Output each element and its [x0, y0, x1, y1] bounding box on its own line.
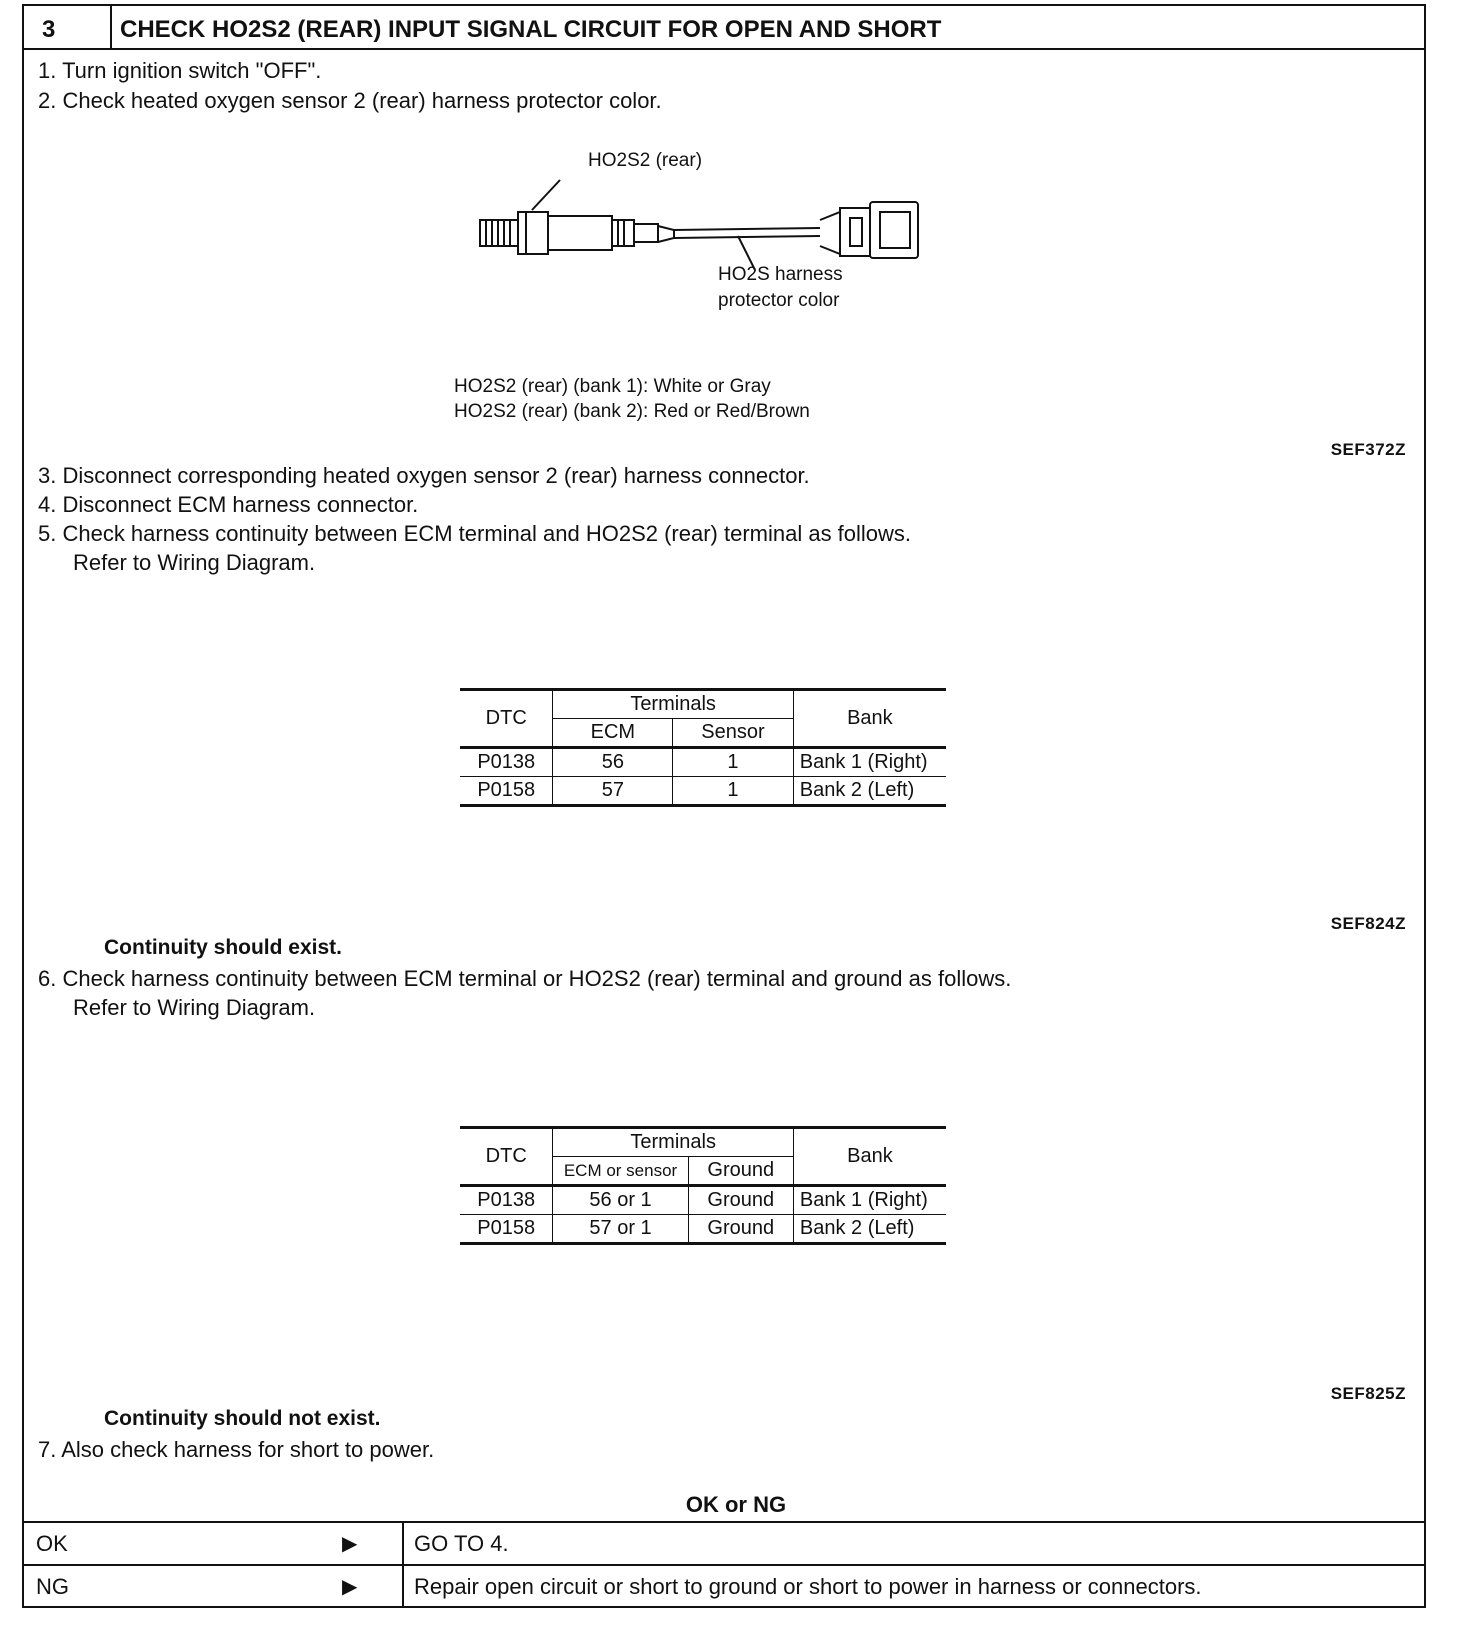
- sensor-label: HO2S2 (rear): [588, 150, 703, 171]
- cell-bank: Bank 1 (Right): [793, 1186, 946, 1215]
- table-header-ecm: ECM: [553, 719, 673, 748]
- continuity-note-1: Continuity should exist.: [104, 936, 343, 959]
- continuity-table-2: [460, 1126, 946, 1245]
- cell-bank: Bank 1 (Right): [793, 748, 946, 777]
- result-title: OK or NG: [685, 1492, 787, 1517]
- figure-ref-sef824z: SEF824Z: [1330, 914, 1406, 933]
- table-row: [460, 777, 946, 806]
- cell-ecm: 57: [553, 777, 673, 806]
- result-row-ok: [22, 1521, 1426, 1564]
- instruction-step-5-ref: Refer to Wiring Diagram.: [73, 550, 316, 575]
- figure-ref-sef825z: SEF825Z: [1330, 1384, 1406, 1403]
- divider: [402, 1523, 404, 1564]
- page-title: CHECK HO2S2 (REAR) INPUT SIGNAL CIRCUIT FOR OPEN AND SHORT: [110, 4, 1426, 50]
- cell-ecm: 56: [553, 748, 673, 777]
- harness-label-line2: protector color: [718, 290, 840, 311]
- instruction-step-2: 2. Check heated oxygen sensor 2 (rear) harness protector color.: [38, 88, 662, 113]
- cell-dtc: P0138: [460, 1186, 553, 1215]
- table-row: [460, 1215, 946, 1244]
- harness-label-line1: HO2S harness: [718, 264, 843, 285]
- arrow-right-icon: ▶: [342, 1576, 358, 1598]
- instruction-step-6: 6. Check harness continuity between ECM terminal or HO2S2 (rear) terminal and ground as follows.: [38, 966, 1012, 991]
- cell-sensor: 1: [673, 748, 794, 777]
- bank1-color: HO2S2 (rear) (bank 1): White or Gray: [454, 376, 771, 397]
- instruction-step-5: 5. Check harness continuity between ECM terminal and HO2S2 (rear) terminal as follows.: [38, 521, 912, 546]
- cell-ground: Ground: [688, 1215, 793, 1244]
- continuity-note-2: Continuity should not exist.: [104, 1407, 381, 1430]
- instruction-step-3: 3. Disconnect corresponding heated oxygen sensor 2 (rear) harness connector.: [38, 463, 810, 488]
- result-key-ng: NG: [36, 1574, 69, 1599]
- cell-ecm-or-sensor: 56 or 1: [553, 1186, 688, 1215]
- table-header-ecm-or-sensor: ECM or sensor: [553, 1157, 688, 1186]
- continuity-table-1: [460, 688, 946, 807]
- instruction-step-4: 4. Disconnect ECM harness connector.: [38, 492, 419, 517]
- table-header-terminals: Terminals: [553, 690, 793, 719]
- cell-dtc: P0158: [460, 777, 553, 806]
- cell-ecm-or-sensor: 57 or 1: [553, 1215, 688, 1244]
- divider: [402, 1566, 404, 1607]
- cell-dtc: P0138: [460, 748, 553, 777]
- result-value-ok: GO TO 4.: [414, 1531, 509, 1556]
- ho2s2-sensor-illustration: [460, 150, 960, 330]
- table-header-ground: Ground: [688, 1157, 793, 1186]
- cell-ground: Ground: [688, 1186, 793, 1215]
- step-number: 3: [22, 4, 112, 50]
- table-header-sensor: Sensor: [673, 719, 794, 748]
- arrow-right-icon: ▶: [342, 1533, 358, 1555]
- table-header-bank: Bank: [793, 690, 946, 748]
- cell-dtc: P0158: [460, 1215, 553, 1244]
- instruction-step-6-ref: Refer to Wiring Diagram.: [73, 995, 316, 1020]
- result-row-ng: [22, 1564, 1426, 1607]
- table-row: [460, 748, 946, 777]
- table-row: [460, 1186, 946, 1215]
- figure-ref-sef372z: SEF372Z: [1330, 440, 1406, 459]
- cell-bank: Bank 2 (Left): [793, 1215, 946, 1244]
- result-key-ok: OK: [36, 1531, 68, 1556]
- table-header-terminals: Terminals: [553, 1128, 793, 1157]
- bank2-color: HO2S2 (rear) (bank 2): Red or Red/Brown: [454, 401, 810, 422]
- table-header-bank: Bank: [793, 1128, 946, 1186]
- cell-bank: Bank 2 (Left): [793, 777, 946, 806]
- table-header-dtc: DTC: [460, 1128, 553, 1186]
- instruction-step-1: 1. Turn ignition switch "OFF".: [38, 58, 322, 83]
- result-value-ng: Repair open circuit or short to ground or short to power in harness or connectors.: [414, 1574, 1202, 1599]
- table-header-dtc: DTC: [460, 690, 553, 748]
- cell-sensor: 1: [673, 777, 794, 806]
- instruction-step-7: 7. Also check harness for short to power.: [38, 1437, 435, 1462]
